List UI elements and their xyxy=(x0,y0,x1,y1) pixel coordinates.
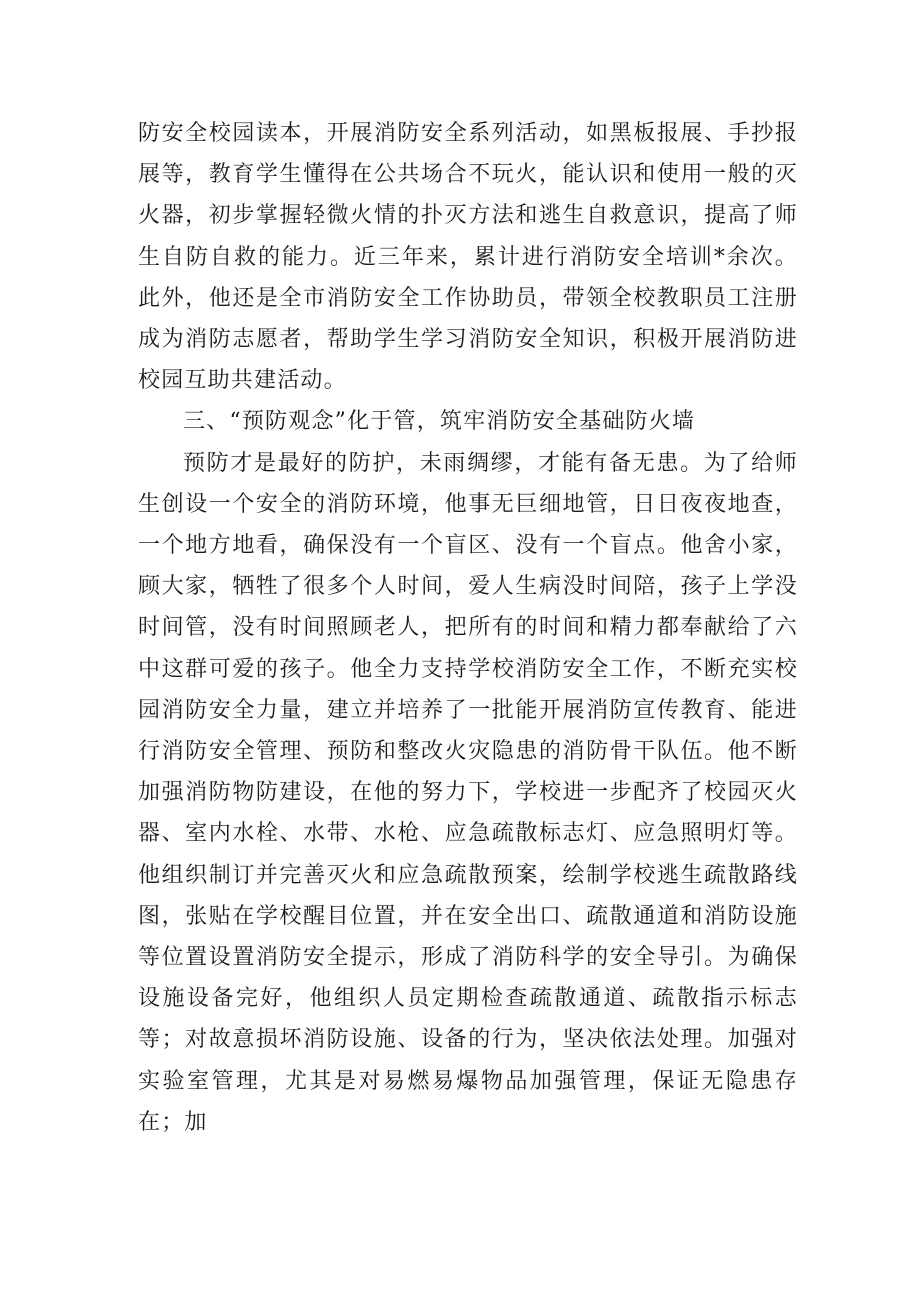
paragraph-body: 预防才是最好的防护，未雨绸缪，才能有备无患。为了给师生创设一个安全的消防环境，他事无巨细地管，日日夜夜地查，一个地方地看，确保没有一个盲区、没有一个盲点。他舍小家，顾大家，牺牲了很多个人时间，爱人生病没时间陪，孩子上学没时间管，没有时间照顾老人，把所有的时间和精力都奉献给了六中这群可爱的孩子。他全力支持学校消防安全工作，不断充实校园消防安全力量，建立并培养了一批能开展消防宣传教育、能进行消防安全管理、预防和整改火灾隐患的消防骨干队伍。他不断加强消防物防建设，在他的努力下，学校进一步配齐了校园灭火器、室内水栓、水带、水枪、应急疏散标志灯、应急照明灯等。他组织制订并完善灭火和应急疏散预案，绘制学校逃生疏散路线图，张贴在学校醒目位置，并在安全出口、疏散通道和消防设施等位置设置消防安全提示，形成了消防科学的安全导引。为确保设施设备完好，他组织人员定期检查疏散通道、疏散指示标志等；对故意损坏消防设施、设备的行为，坚决依法处理。加强对实验室管理，尤其是对易燃易爆物品加强管理，保证无隐患存在；加 xyxy=(138,450,798,1135)
section-heading: 三、“预防观念”化于管，筑牢消防安全基础防火墙 xyxy=(183,409,696,435)
document-body xyxy=(138,113,798,1143)
paragraph-continuation: 防安全校园读本，开展消防安全系列活动，如黑板报展、手抄报展等，教育学生懂得在公共场合不玩火，能认识和使用一般的灭火器，初步掌握轻微火情的扑灭方法和逃生自救意识，提高了师生自防自救的能力。近三年来，累计进行消防安全培训*余次。此外，他还是全市消防安全工作协助员，带领全校教职员工注册成为消防志愿者，帮助学生学习消防安全知识，积极开展消防进校园互助共建活动。 xyxy=(138,121,798,394)
